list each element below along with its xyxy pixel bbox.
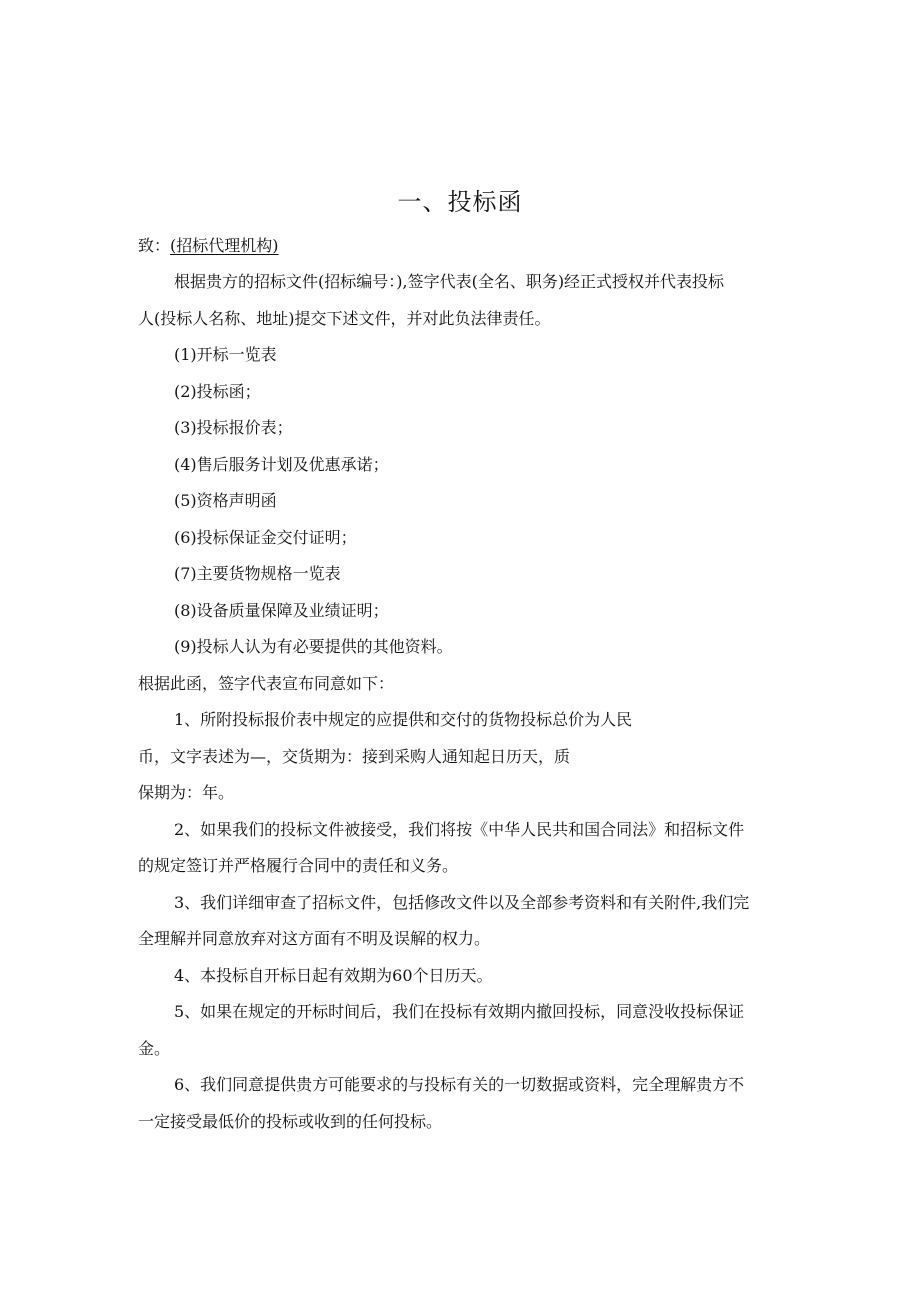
clause-6-line-1: 6、我们同意提供贵方可能要求的与投标有关的一切数据或资料，完全理解贵方不 xyxy=(174,1075,745,1094)
document-item-5: (5)资格声明函 xyxy=(174,491,277,510)
intro-line-1: 根据贵方的招标文件(招标编号：),签字代表(全名、职务)经正式授权并代表投标 xyxy=(174,272,725,291)
clause-1-line-1: 1、所附投标报价表中规定的应提供和交付的货物投标总价为人民 xyxy=(174,710,633,729)
clause-3-line-2: 全理解并同意放弃对这方面有不明及误解的权力。 xyxy=(138,929,491,948)
clause-4-line-1: 4、本投标自开标日起有效期为60个日历天。 xyxy=(174,966,493,985)
document-item-8: (8)设备质量保障及业绩证明； xyxy=(174,601,389,620)
clause-2-line-1: 2、如果我们的投标文件被接受，我们将按《中华人民共和国合同法》和招标文件 xyxy=(174,820,745,839)
document-item-2: (2)投标函； xyxy=(174,382,261,401)
clause-6-line-2: 一定接受最低价的投标或收到的任何投标。 xyxy=(138,1112,443,1131)
clause-2-line-2: 的规定签订并严格履行合同中的责任和义务。 xyxy=(138,856,459,875)
document-item-4: (4)售后服务计划及优惠承诺； xyxy=(174,455,389,474)
intro-line-2: 人(投标人名称、地址)提交下述文件，并对此负法律责任。 xyxy=(138,309,551,328)
clause-5-line-1: 5、如果在规定的开标时间后，我们在投标有效期内撤回投标，同意没收投标保证 xyxy=(174,1002,745,1021)
document-item-9: (9)投标人认为有必要提供的其他资料。 xyxy=(174,637,453,656)
recipient-name: (招标代理机构) xyxy=(170,236,279,255)
clause-1-line-2: 币，文字表述为—，交货期为：接到采购人通知起日历天，质 xyxy=(138,747,571,766)
document-item-7: (7)主要货物规格一览表 xyxy=(174,564,341,583)
document-item-6: (6)投标保证金交付证明； xyxy=(174,528,357,547)
declaration-intro: 根据此函，签字代表宣布同意如下： xyxy=(138,674,395,693)
document-item-3: (3)投标报价表； xyxy=(174,418,293,437)
clause-1-line-3: 保期为：年。 xyxy=(138,783,235,802)
recipient-prefix: 致： xyxy=(138,236,171,255)
clause-3-line-1: 3、我们详细审查了招标文件，包括修改文件以及全部参考资料和有关附件,我们完 xyxy=(174,893,750,912)
clause-5-line-2: 金。 xyxy=(138,1039,171,1058)
recipient-line xyxy=(138,234,788,258)
document-item-1: (1)开标一览表 xyxy=(174,345,277,364)
page-title: 一、投标函 xyxy=(397,188,523,216)
